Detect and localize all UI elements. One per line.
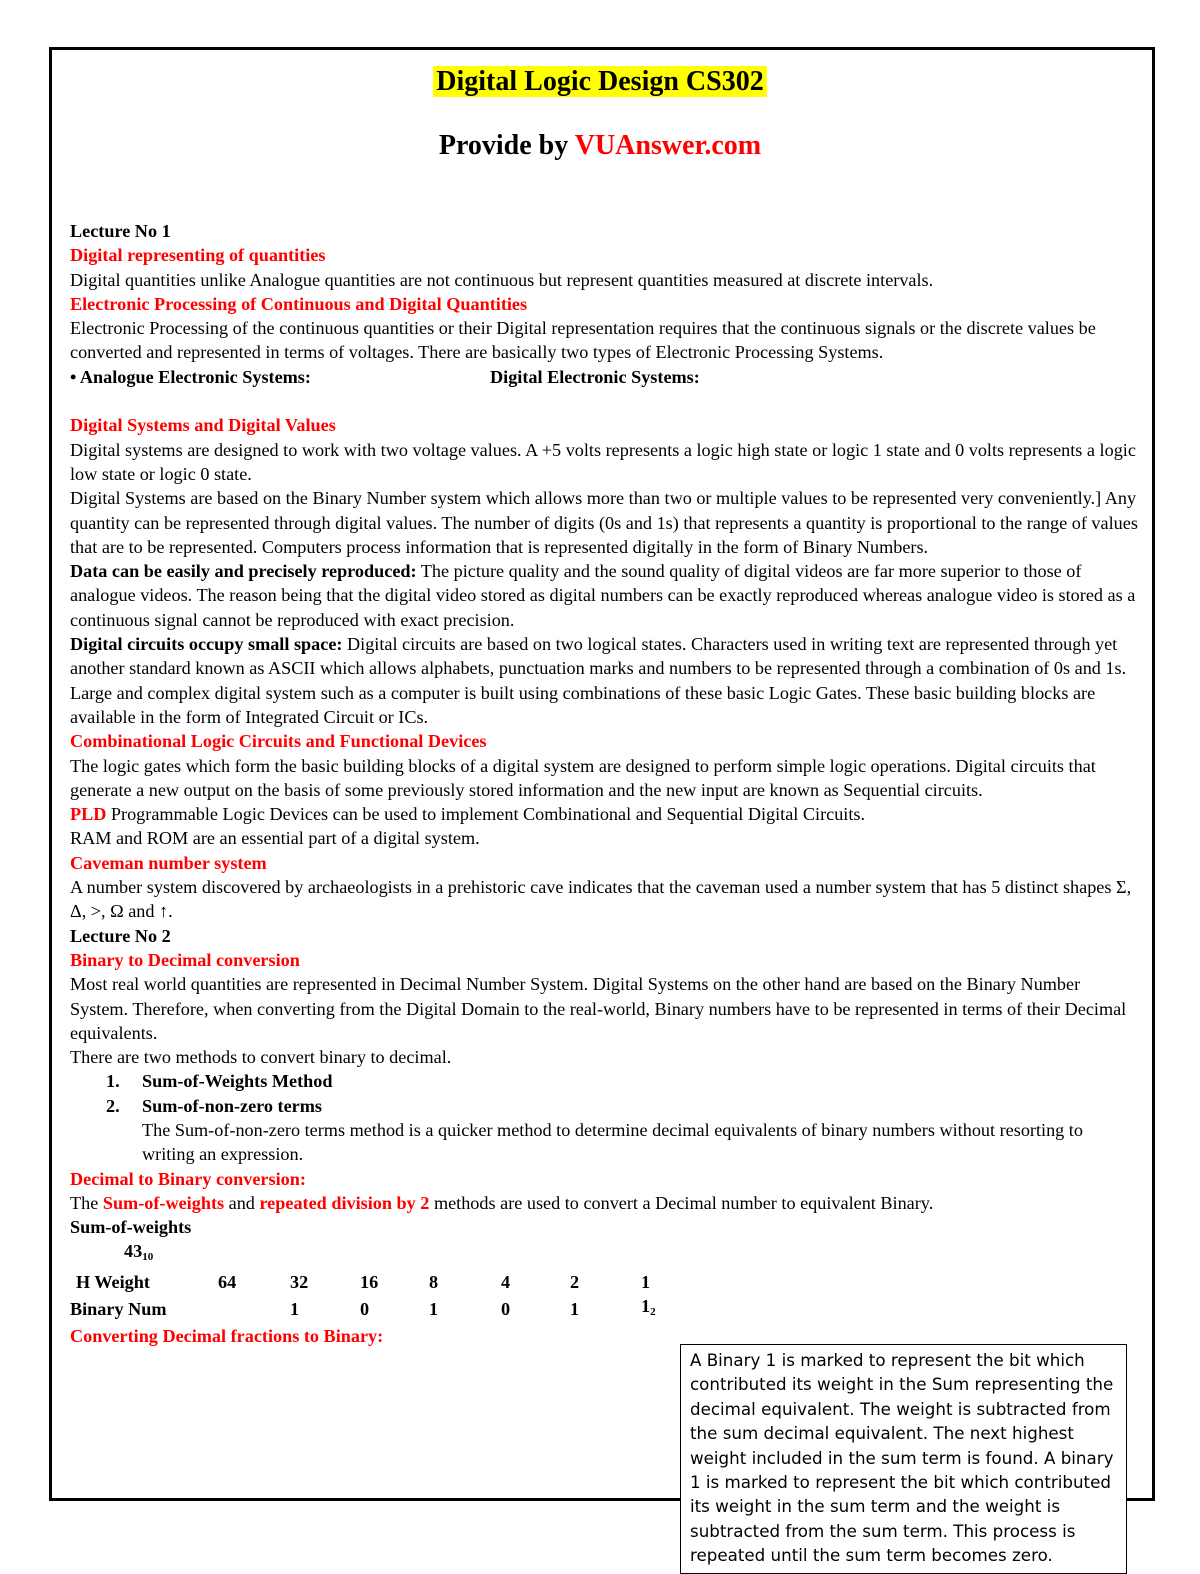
table-cell: H Weight <box>76 1271 150 1292</box>
binary-digit: 1 <box>641 1296 651 1317</box>
document-subtitle <box>0 130 1200 162</box>
methods-list <box>70 1069 1140 1166</box>
table-row <box>70 1270 681 1294</box>
section-heading: Digital representing of quantities <box>70 245 326 266</box>
table-cell: 64 <box>218 1271 237 1292</box>
table-cell: 0 <box>360 1299 370 1320</box>
table-cell: 4 <box>501 1271 511 1292</box>
section-heading: Digital Systems and Digital Values <box>70 415 336 436</box>
section-heading: Decimal to Binary conversion: <box>70 1168 306 1189</box>
paragraph: Digital quantities unlike Analogue quantities are not continuous but represent quantities measured at discrete intervals. <box>70 269 934 290</box>
paragraph <box>70 802 1140 826</box>
pld-label: PLD <box>70 804 107 825</box>
section-heading: Caveman number system <box>70 852 267 873</box>
number-value: 43 <box>124 1241 143 1262</box>
document-body <box>70 219 1140 1349</box>
list-number: 1. <box>106 1071 120 1092</box>
table-cell: 1 <box>290 1299 300 1320</box>
list-item-label: Sum-of-Weights Method <box>142 1071 333 1092</box>
weights-table <box>70 1270 681 1325</box>
text: methods are used to convert a Decimal number to equivalent Binary. <box>429 1192 934 1213</box>
paragraph: Digital Systems are based on the Binary Number system which allows more than two or multiple values to be represented very conveniently.] Any quantity can be represented through digital values. The number of digits (0s and 1s) that represents a quantity is proportional to the range of values that are to be represented. Computers process information that is represented digitally in the form of Binary Numbers. <box>70 488 1138 557</box>
bold-lead: Data can be easily and precisely reproduced: <box>70 561 417 582</box>
paragraph <box>70 1191 1140 1215</box>
callout-text: A Binary 1 is marked to represent the bit which contributed its weight in the Sum representing the decimal equivalent. The weight is subtracted from the sum decimal equivalent. The next highest weight included in the sum term is found. A binary 1 is marked to represent the bit which contributed its weight in the sum term and the weight is subtracted from the sum term. This process is repeated until the sum term becomes zero. <box>690 1350 1114 1566</box>
paragraph: There are two methods to convert binary to decimal. <box>70 1047 452 1068</box>
list-item-label: Sum-of-non-zero terms <box>142 1095 322 1116</box>
list-number: 2. <box>106 1095 120 1116</box>
highlight-term: repeated division by 2 <box>259 1192 430 1213</box>
table-cell <box>218 1294 290 1324</box>
table-cell: Binary Num <box>70 1299 167 1320</box>
section-heading: Combinational Logic Circuits and Functional Devices <box>70 731 487 752</box>
table-cell: 32 <box>290 1271 309 1292</box>
method-description: The Sum-of-non-zero terms method is a quicker method to determine decimal equivalents of binary numbers without resorting to writing an expression. <box>142 1119 1083 1165</box>
list-item <box>70 1094 1140 1118</box>
section-heading: Binary to Decimal conversion <box>70 949 300 970</box>
table-cell: 0 <box>501 1299 511 1320</box>
table-cell: 1 <box>641 1271 651 1292</box>
binary-base: 2 <box>650 1306 656 1319</box>
table-cell <box>641 1294 681 1324</box>
provide-prefix: Provide by <box>438 130 575 161</box>
highlight-term: Sum-of-weights <box>102 1192 225 1213</box>
table-cell: 2 <box>570 1271 580 1292</box>
paragraph: Most real world quantities are represented in Decimal Number System. Digital Systems on the other hand are based on the Binary Number System. Therefore, when converting from the Digital Domain to the real-world, Binary numbers have to be represented in terms of their Decimal equivalents. <box>70 974 1127 1043</box>
table-cell: 16 <box>360 1271 379 1292</box>
explanation-callout-box <box>680 1344 1127 1574</box>
bold-lead: Digital circuits occupy small space: <box>70 634 343 655</box>
systems-line <box>70 365 1140 389</box>
lecture-2-label: Lecture No 2 <box>70 925 171 946</box>
number-base: 10 <box>142 1251 154 1264</box>
text: The <box>70 1192 103 1213</box>
paragraph: Digital systems are designed to work with two voltage values. A +5 volts represents a logic high state or logic 1 state and 0 volts represents a logic low state or logic 0 state. <box>70 439 1136 484</box>
title-highlight: Digital Logic Design CS302 <box>433 66 766 97</box>
spacer <box>70 389 1140 413</box>
table-cell: 8 <box>429 1271 439 1292</box>
paragraph-text: Programmable Logic Devices can be used to implement Combinational and Sequential Digital Circuits. <box>106 804 866 825</box>
paragraph: Electronic Processing of the continuous quantities or their Digital representation requires that the continuous signals or the discrete values be converted and represented in terms of voltages. There are basically two types of Electronic Processing Systems. <box>70 318 1096 363</box>
paragraph <box>70 559 1140 632</box>
text: and <box>224 1192 260 1213</box>
paragraph: The logic gates which form the basic building blocks of a digital system are designed to perform simple logic operations. Digital circuits that generate a new output on the basis of some previously stored information and the new input are known as Sequential circuits. <box>70 755 1096 800</box>
sum-of-weights-number <box>70 1239 1140 1269</box>
document-title <box>0 66 1200 98</box>
paragraph <box>70 632 1140 729</box>
paragraph-text: The picture quality and the sound quality of digital videos are far more superior to those of analogue videos. The reason being that the digital video stored as digital numbers can be exactly reproduced whereas analogue video is stored as a continuous signal cannot be reproduced with exact precision. <box>70 561 1136 630</box>
lecture-1-label: Lecture No 1 <box>70 221 171 241</box>
section-heading: Converting Decimal fractions to Binary: <box>70 1326 384 1347</box>
paragraph: RAM and ROM are an essential part of a digital system. <box>70 828 480 849</box>
paragraph-text: Digital circuits are based on two logical states. Characters used in writing text are represented through yet another standard known as ASCII which allows alphabets, punctuation marks and numbers to be represented through a combination of 0s and 1s. Large and complex digital system such as a computer is built using combinations of these basic Logic Gates. These basic building blocks are available in the form of Integrated Circuit or ICs. <box>70 634 1127 727</box>
paragraph: A number system discovered by archaeologists in a prehistoric cave indicates that the caveman used a number system that has 5 distinct shapes Σ, Δ, >, Ω and ↑. <box>70 877 1132 922</box>
table-row <box>70 1294 681 1324</box>
list-item <box>70 1069 1140 1093</box>
sum-of-weights-heading: Sum-of-weights <box>70 1217 192 1238</box>
table-cell: 1 <box>429 1299 439 1320</box>
provide-site-link[interactable]: VUAnswer.com <box>574 130 762 161</box>
table-cell: 1 <box>570 1299 580 1320</box>
analogue-systems-label: • Analogue Electronic Systems: <box>70 366 311 387</box>
digital-systems-label: Digital Electronic Systems: <box>490 366 700 387</box>
section-heading: Electronic Processing of Continuous and Digital Quantities <box>70 293 528 314</box>
